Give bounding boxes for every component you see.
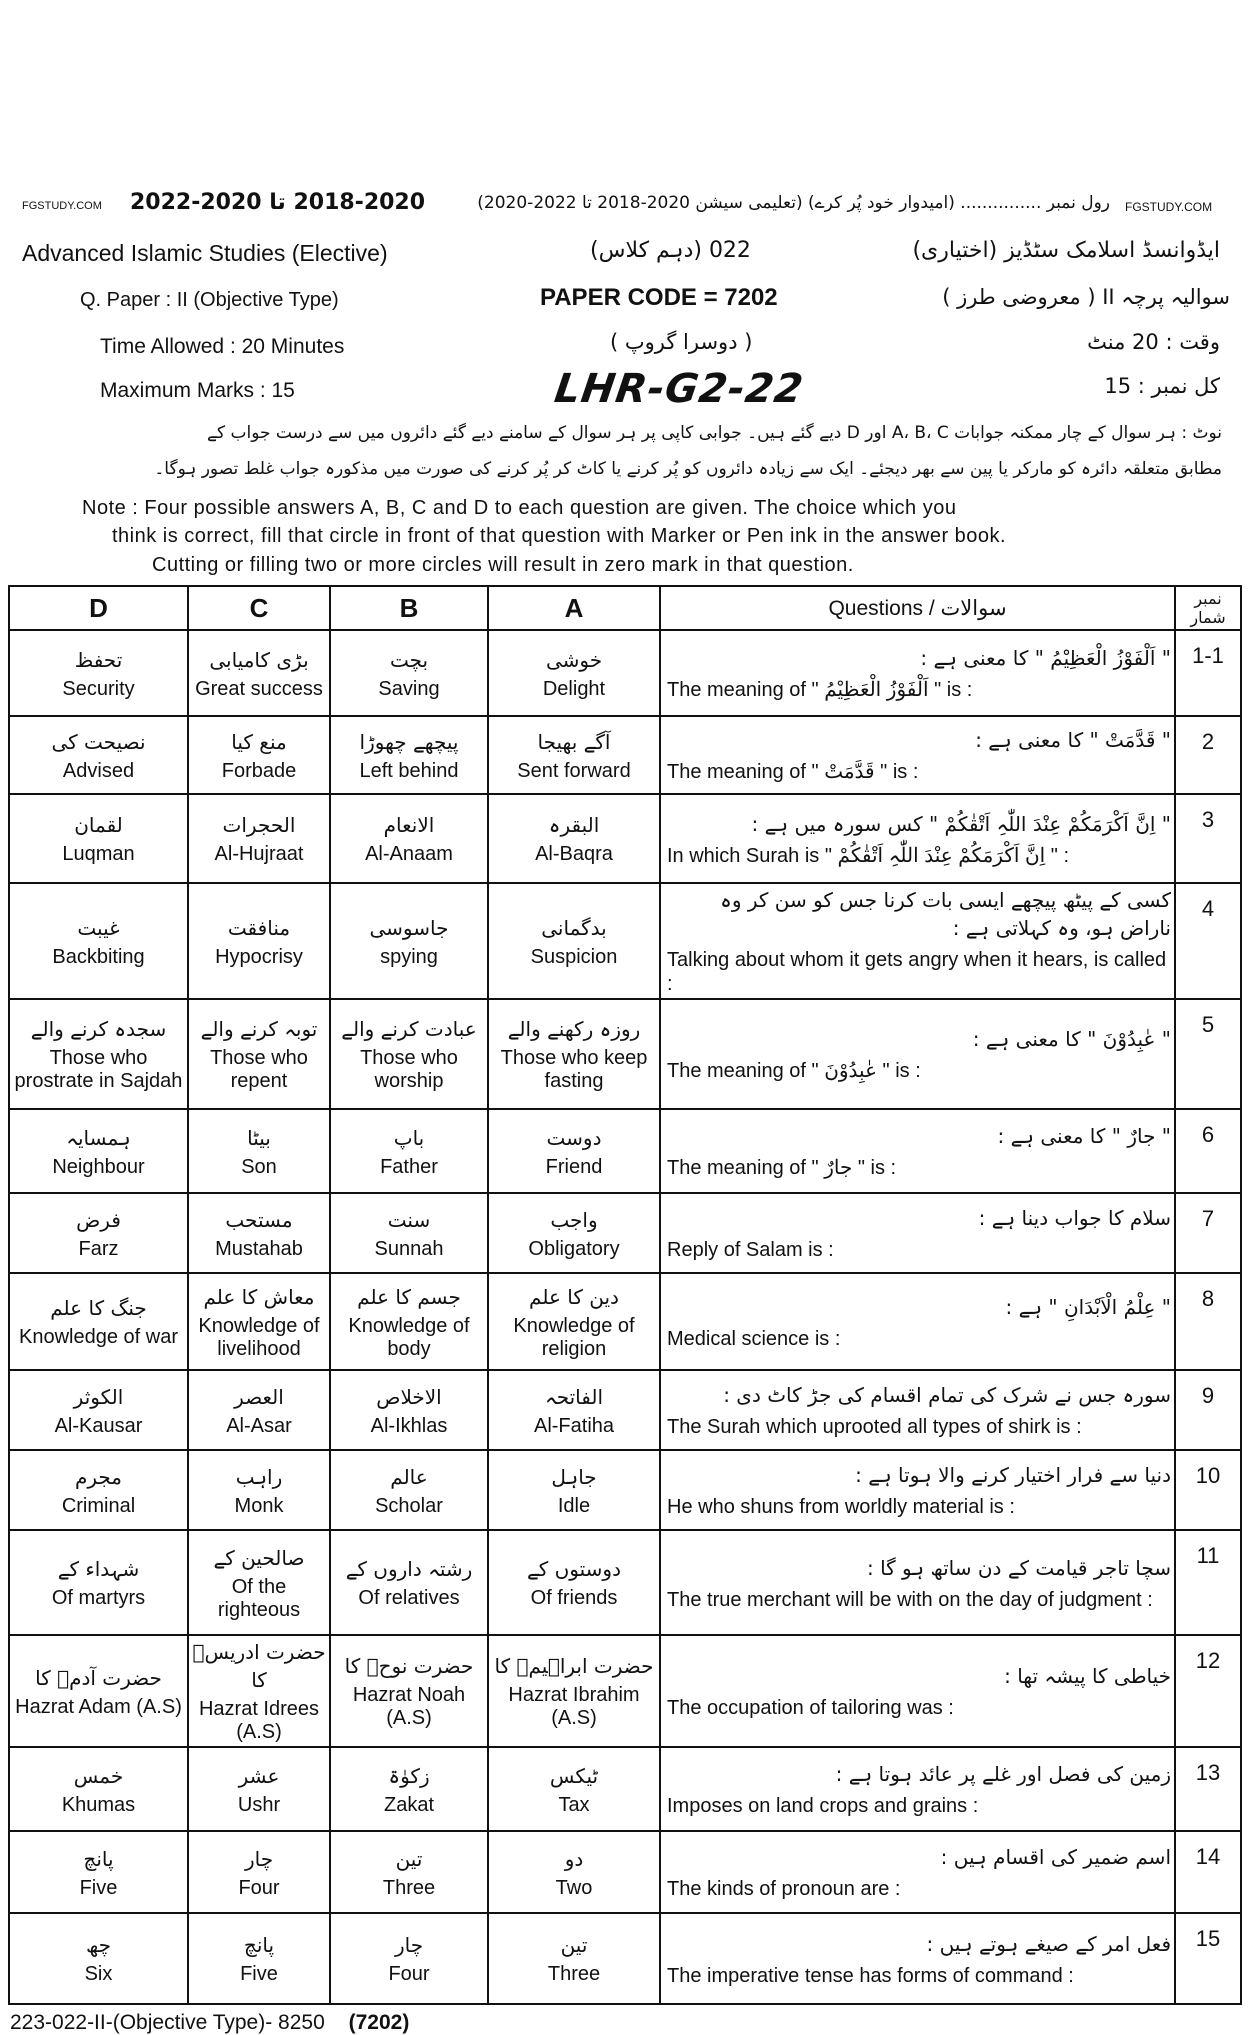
footer-paper-info: 223-022-II-(Objective Type)- 8250 xyxy=(10,2011,325,2034)
option-d xyxy=(9,999,188,1109)
option-b-english: Al-Anaam xyxy=(365,843,453,865)
option-c-english: Al-Asar xyxy=(226,1414,292,1437)
question-number: 14 xyxy=(1175,1831,1241,1913)
option-d-urdu: فرض xyxy=(76,1207,121,1232)
option-a-english: Those who keep fasting xyxy=(500,1047,648,1092)
question-number: 3 xyxy=(1175,794,1241,883)
option-a xyxy=(488,883,660,999)
option-c-english: Ushr xyxy=(237,1793,281,1816)
question-number: 11 xyxy=(1175,1530,1241,1635)
question-number: 12 xyxy=(1175,1635,1241,1747)
table-row xyxy=(9,1913,1241,2004)
option-b-urdu: عبادت کرنے والے xyxy=(341,1017,477,1041)
option-b-urdu: جسم کا علم xyxy=(357,1284,461,1309)
subject-title-en: Advanced Islamic Studies (Elective) xyxy=(22,240,388,266)
option-a-urdu: ٹیکس xyxy=(549,1763,599,1788)
option-c-english: Son xyxy=(241,1155,277,1178)
option-b-urdu: باپ xyxy=(393,1125,425,1150)
column-header-b: B xyxy=(330,586,488,630)
table-row xyxy=(9,630,1241,716)
option-a xyxy=(488,1273,660,1370)
question-cell xyxy=(660,1450,1175,1530)
option-a-urdu: دوست xyxy=(546,1125,602,1150)
option-b-urdu: الاخلاص xyxy=(376,1384,442,1409)
option-d xyxy=(9,630,188,716)
time-allowed-ur: وقت : 20 منٹ xyxy=(1087,330,1220,354)
option-b xyxy=(330,1450,488,1530)
option-a xyxy=(488,630,660,716)
option-c-urdu: معاش کا علم xyxy=(203,1284,315,1309)
footer-code xyxy=(10,2011,1240,2035)
question-number: 10 xyxy=(1175,1450,1241,1530)
option-d-english: Hazrat Adam (A.S) xyxy=(15,1695,182,1718)
option-d-english: Security xyxy=(62,677,135,700)
option-a-english: Hazrat Ibrahim (A.S) xyxy=(508,1684,640,1729)
question-english: Medical science is : xyxy=(667,1327,841,1350)
option-d-urdu: الکوثر xyxy=(73,1384,124,1409)
question-english: The imperative tense has forms of command : xyxy=(667,1964,1074,1987)
option-c xyxy=(188,1193,330,1273)
question-urdu: کسی کے پیٹھ پیچھے ایسی بات کرنا جس کو سن کر وہ ناراض ہو، وہ کہلاتی ہے : xyxy=(720,888,1171,940)
option-b xyxy=(330,1273,488,1370)
table-row xyxy=(9,1747,1241,1831)
handwritten-paper-id: LHR-G2-22 xyxy=(551,366,807,412)
option-b-english: Saving xyxy=(378,677,440,700)
question-number: 8 xyxy=(1175,1273,1241,1370)
option-b xyxy=(330,1109,488,1193)
option-d xyxy=(9,883,188,999)
question-cell xyxy=(660,1530,1175,1635)
option-a-english: Two xyxy=(555,1876,593,1899)
option-d-urdu: لقمان xyxy=(74,813,123,837)
column-header-number: نمبر شمار xyxy=(1175,586,1241,630)
option-a-english: Sent forward xyxy=(517,759,631,782)
option-c-urdu: توبہ کرنے والے xyxy=(200,1017,318,1041)
option-d-english: Knowledge of war xyxy=(19,1326,178,1348)
option-c xyxy=(188,1831,330,1913)
option-b-english: Sunnah xyxy=(374,1237,444,1260)
question-english: He who shuns from worldly material is : xyxy=(667,1496,1015,1518)
question-cell xyxy=(660,1109,1175,1193)
table-row xyxy=(9,1193,1241,1273)
option-b-urdu: جاسوسی xyxy=(369,915,449,940)
option-c-urdu: صالحین کے xyxy=(213,1545,305,1570)
option-b xyxy=(330,794,488,883)
option-c-urdu: پانچ xyxy=(243,1933,275,1957)
questions-section xyxy=(8,585,1240,2035)
question-english: The kinds of pronoun are : xyxy=(667,1878,901,1900)
option-c-urdu: حضرت ادریسؑ کا xyxy=(192,1640,326,1692)
option-d xyxy=(9,1747,188,1831)
option-d xyxy=(9,1635,188,1747)
option-c-urdu: بڑی کامیابی xyxy=(209,647,309,672)
option-c-english: Mustahab xyxy=(215,1237,303,1260)
option-a xyxy=(488,1109,660,1193)
column-header-a: A xyxy=(488,586,660,630)
option-d-english: Those who prostrate in Sajdah xyxy=(14,1047,183,1092)
question-number: 1-1 xyxy=(1175,630,1241,716)
option-a-urdu: واجب xyxy=(550,1207,598,1232)
option-c xyxy=(188,1530,330,1635)
option-d xyxy=(9,1193,188,1273)
maximum-marks-en: Maximum Marks : 15 xyxy=(100,379,295,402)
question-english: The true merchant will be with on the day of judgment : xyxy=(667,1588,1153,1611)
option-c xyxy=(188,716,330,794)
option-b-english: Zakat xyxy=(383,1793,435,1816)
option-d xyxy=(9,1450,188,1530)
question-urdu: سلام کا جواب دینا ہے : xyxy=(978,1206,1171,1230)
paper-code: PAPER CODE = 7202 xyxy=(540,284,778,311)
option-a-urdu: خوشی xyxy=(545,647,603,672)
question-urdu: اسم ضمیر کی اقسام ہیں : xyxy=(940,1845,1171,1869)
option-c xyxy=(188,1370,330,1450)
question-urdu: خیاطی کا پیشہ تھا : xyxy=(1004,1664,1171,1688)
option-d-english: Luqman xyxy=(62,843,135,865)
option-b xyxy=(330,630,488,716)
question-cell xyxy=(660,630,1175,716)
option-b-english: Left behind xyxy=(359,759,459,782)
paper-type-en: Q. Paper : II (Objective Type) xyxy=(80,289,339,311)
option-b xyxy=(330,883,488,999)
option-b-urdu: الانعام xyxy=(383,813,435,837)
option-c xyxy=(188,794,330,883)
option-a-urdu: دوستوں کے xyxy=(527,1557,621,1581)
option-a-english: Delight xyxy=(542,677,606,700)
option-a-english: Obligatory xyxy=(528,1237,620,1260)
option-a-english: Friend xyxy=(545,1155,603,1178)
option-a-urdu: بدگمانی xyxy=(541,915,607,940)
note-urdu-line-1: نوٹ : ہر سوال کے چار ممکنہ جوابات A، B، C اور D دیے گئے ہیں۔ جوابی کاپی پر ہر سوال کے سامنے دیے گئے دائروں میں سے درست جواب کے xyxy=(207,423,1222,443)
option-c xyxy=(188,1273,330,1370)
question-urdu: " قَدَّمَتْ " کا معنی ہے : xyxy=(975,728,1171,752)
session-years: 2018-2020 تا 2020-2022 xyxy=(130,190,426,215)
option-d-urdu: غیبت xyxy=(77,915,120,940)
option-a-urdu: الفاتحہ xyxy=(544,1384,604,1409)
option-b xyxy=(330,1747,488,1831)
table-row xyxy=(9,1370,1241,1450)
option-c xyxy=(188,1913,330,2004)
question-urdu: " اِنَّ اَکْرَمَکُمْ عِنْدَ اللّٰہِ اَتْقٰکُمْ " کس سورہ میں ہے : xyxy=(751,811,1171,836)
option-b xyxy=(330,999,488,1109)
option-c-english: Those who repent xyxy=(210,1047,308,1092)
option-b-english: Father xyxy=(380,1155,438,1178)
option-a xyxy=(488,1635,660,1747)
option-a xyxy=(488,1747,660,1831)
option-a xyxy=(488,1450,660,1530)
option-c xyxy=(188,883,330,999)
option-b-english: Of relatives xyxy=(358,1587,460,1609)
option-b xyxy=(330,1193,488,1273)
option-a-urdu: جاہل xyxy=(551,1464,597,1489)
option-c-urdu: چار xyxy=(244,1846,274,1871)
table-row xyxy=(9,794,1241,883)
option-c-urdu: بیٹا xyxy=(247,1125,271,1150)
option-b xyxy=(330,1530,488,1635)
option-c xyxy=(188,999,330,1109)
question-urdu: " جارٌ " کا معنی ہے : xyxy=(997,1124,1171,1148)
option-c xyxy=(188,630,330,716)
option-a-english: Suspicion xyxy=(530,945,618,968)
option-d-english: Of martyrs xyxy=(51,1587,146,1609)
note-urdu-line-2: مطابق متعلقہ دائرہ کو مارکر یا پین سے بھر دیجئے۔ ایک سے زیادہ دائروں کو پُر کرنے یا کاٹ کر پُر کرنے کی صورت میں مذکورہ جواب غلط تصور ہوگا۔ xyxy=(154,459,1222,479)
option-d-english: Khumas xyxy=(61,1793,136,1816)
question-cell xyxy=(660,1635,1175,1747)
option-a-urdu: روزہ رکھنے والے xyxy=(507,1017,641,1041)
option-d-urdu: شہداء کے xyxy=(57,1557,140,1581)
question-number: 5 xyxy=(1175,999,1241,1109)
table-row xyxy=(9,1530,1241,1635)
table-row xyxy=(9,1635,1241,1747)
question-number: 7 xyxy=(1175,1193,1241,1273)
option-c-urdu: عشر xyxy=(238,1763,280,1788)
option-b-english: Four xyxy=(388,1963,430,1985)
option-c xyxy=(188,1747,330,1831)
option-b xyxy=(330,1635,488,1747)
option-c-urdu: راہب xyxy=(235,1464,283,1489)
option-d-urdu: ہمسایہ xyxy=(66,1125,131,1150)
option-d-english: Criminal xyxy=(61,1494,136,1517)
option-a-english: Of friends xyxy=(530,1587,618,1609)
time-allowed-en: Time Allowed : 20 Minutes xyxy=(100,335,345,358)
table-row xyxy=(9,883,1241,999)
option-d-english: Al-Kausar xyxy=(54,1414,143,1437)
subject-title-ur: ایڈوانسڈ اسلامک سٹڈیز (اختیاری) xyxy=(912,238,1220,263)
table-row xyxy=(9,1831,1241,1913)
footer-paper-code: (7202) xyxy=(348,2011,410,2034)
option-d-urdu: پانچ xyxy=(83,1846,114,1871)
paper-type-ur: سوالیہ پرچہ II ( معروضی طرز ) xyxy=(942,285,1230,309)
option-d-urdu: نصیحت کی xyxy=(51,729,146,754)
option-d-urdu: سجدہ کرنے والے xyxy=(30,1017,167,1041)
group-label: ( دوسرا گروپ ) xyxy=(610,330,753,354)
option-a xyxy=(488,1913,660,2004)
question-number: 6 xyxy=(1175,1109,1241,1193)
maximum-marks-ur: کل نمبر : 15 xyxy=(1104,374,1220,398)
table-row xyxy=(9,1450,1241,1530)
table-row xyxy=(9,999,1241,1109)
roll-number-session-line: رول نمبر ............... (امیدوار خود پُر کرے) (تعلیمی سیشن 2020-2018 تا 2022-2020) xyxy=(477,193,1110,213)
question-cell xyxy=(660,883,1175,999)
question-urdu: دنیا سے فرار اختیار کرنے والا ہوتا ہے : xyxy=(855,1463,1171,1487)
watermark: FGSTUDY.COM xyxy=(22,200,102,212)
question-english: The meaning of " قَدَّمَتْ " is : xyxy=(667,761,919,783)
option-b-english: Al-Ikhlas xyxy=(370,1414,448,1437)
option-b-english: spying xyxy=(380,945,438,968)
question-number: 9 xyxy=(1175,1370,1241,1450)
option-d xyxy=(9,1913,188,2004)
question-english: The occupation of tailoring was : xyxy=(667,1697,954,1719)
table-row xyxy=(9,1109,1241,1193)
question-number: 13 xyxy=(1175,1747,1241,1831)
question-cell xyxy=(660,1913,1175,2004)
question-cell xyxy=(660,1370,1175,1450)
option-c-english: Four xyxy=(238,1876,280,1899)
option-b-english: Knowledge of body xyxy=(348,1314,470,1360)
option-d-urdu: مجرم xyxy=(74,1464,123,1489)
question-english: The Surah which uprooted all types of shirk is : xyxy=(667,1416,1082,1438)
class-code: 022 (دہم کلاس) xyxy=(590,238,751,263)
note-english-line-3: Cutting or filling two or more circles will result in zero mark in that question. xyxy=(152,554,854,576)
option-a-english: Idle xyxy=(557,1494,591,1517)
option-b-urdu: تین xyxy=(395,1846,423,1871)
option-b-urdu: پیچھے چھوڑا xyxy=(359,729,459,754)
option-d xyxy=(9,1109,188,1193)
questions-table xyxy=(8,585,1242,2005)
option-d xyxy=(9,1370,188,1450)
option-b-english: Those who worship xyxy=(360,1047,458,1092)
option-a-english: Al-Fatiha xyxy=(533,1414,615,1437)
question-english: The meaning of " عٰبِدُوْنَ " is : xyxy=(667,1060,921,1082)
option-a-english: Knowledge of religion xyxy=(513,1314,635,1360)
question-urdu: " اَلْفَوْزُ الْعَظِیْمُ " کا معنی ہے : xyxy=(920,646,1171,670)
option-c-english: Great success xyxy=(195,677,323,700)
option-a xyxy=(488,794,660,883)
option-d xyxy=(9,716,188,794)
table-row xyxy=(9,716,1241,794)
option-c-english: Forbade xyxy=(221,759,297,782)
option-d-english: Six xyxy=(84,1963,113,1985)
table-row xyxy=(9,1273,1241,1370)
question-cell xyxy=(660,1747,1175,1831)
question-urdu: زمین کی فصل اور غلے پر عائد ہوتا ہے : xyxy=(835,1762,1171,1786)
option-d-english: Farz xyxy=(78,1237,119,1260)
question-english: Reply of Salam is : xyxy=(667,1239,834,1261)
question-urdu: فعل امر کے صیغے ہوتے ہیں : xyxy=(926,1931,1171,1956)
note-english-line-2: think is correct, fill that circle in front of that question with Marker or Pen ink in the answer book. xyxy=(112,525,1007,547)
note-english-line-1: Note : Four possible answers A, B, C and D to each question are given. The choice which you xyxy=(82,497,957,519)
option-c-urdu: منع کیا xyxy=(231,729,287,754)
option-d-english: Neighbour xyxy=(52,1155,145,1178)
option-c xyxy=(188,1109,330,1193)
column-header-d: D xyxy=(9,586,188,630)
question-urdu: سورہ جس نے شرک کی تمام اقسام کی جڑ کاٹ دی : xyxy=(723,1383,1171,1407)
option-d xyxy=(9,1831,188,1913)
option-a-urdu: آگے بھیجا xyxy=(537,729,611,754)
question-cell xyxy=(660,1193,1175,1273)
question-english: Talking about whom it gets angry when it hears, is called : xyxy=(667,949,1167,995)
option-b-urdu: چار xyxy=(394,1933,424,1957)
option-c-english: Monk xyxy=(234,1494,284,1517)
option-a xyxy=(488,999,660,1109)
option-b-urdu: رشتہ داروں کے xyxy=(345,1557,473,1581)
option-a-urdu: البقرہ xyxy=(548,813,600,837)
option-c-urdu: الحجرات xyxy=(222,813,296,837)
watermark: FGSTUDY.COM xyxy=(1125,200,1213,214)
option-a-english: Three xyxy=(547,1963,601,1985)
option-b-urdu: حضرت نوحؑ کا xyxy=(344,1654,474,1678)
option-b-urdu: سنت xyxy=(387,1207,431,1232)
question-english: Imposes on land crops and grains : xyxy=(667,1795,979,1817)
option-a-urdu: دین کا علم xyxy=(529,1284,619,1309)
option-c-urdu: مستحب xyxy=(225,1207,293,1232)
option-a xyxy=(488,716,660,794)
option-b-english: Scholar xyxy=(375,1494,443,1517)
option-b-english: Three xyxy=(382,1876,436,1899)
option-b xyxy=(330,716,488,794)
option-c xyxy=(188,1635,330,1747)
question-number: 4 xyxy=(1175,883,1241,999)
option-a xyxy=(488,1193,660,1273)
option-a xyxy=(488,1530,660,1635)
question-english: The meaning of " اَلْفَوْزُ الْعَظِیْمُ " is : xyxy=(667,679,973,701)
question-cell xyxy=(660,794,1175,883)
option-a xyxy=(488,1831,660,1913)
option-d-urdu: چھ xyxy=(86,1933,111,1957)
option-c-english: Five xyxy=(240,1963,278,1985)
option-a-english: Al-Baqra xyxy=(535,843,613,865)
question-cell xyxy=(660,999,1175,1109)
option-d-english: Backbiting xyxy=(52,945,145,968)
question-cell xyxy=(660,1831,1175,1913)
question-english: In which Surah is " اِنَّ اَکْرَمَکُمْ عِنْدَ اللّٰہِ اَتْقٰکُمْ " : xyxy=(667,844,1070,867)
option-a-urdu: دو xyxy=(564,1846,584,1871)
column-header-c: C xyxy=(188,586,330,630)
option-b-urdu: بچت xyxy=(389,647,429,672)
option-a-english: Tax xyxy=(558,1793,590,1816)
option-b-urdu: عالم xyxy=(390,1464,428,1489)
option-d xyxy=(9,1530,188,1635)
question-cell xyxy=(660,716,1175,794)
option-d-urdu: تحفظ xyxy=(74,647,123,672)
question-number: 15 xyxy=(1175,1913,1241,2004)
question-number: 2 xyxy=(1175,716,1241,794)
question-english: The meaning of " جارٌ " is : xyxy=(667,1157,897,1179)
option-a-urdu: تین xyxy=(560,1933,588,1957)
option-c-english: Knowledge of livelihood xyxy=(198,1314,320,1360)
option-a-urdu: حضرت ابراہیمؑ کا xyxy=(494,1654,654,1678)
option-d-urdu: خمس xyxy=(73,1763,124,1788)
option-b xyxy=(330,1913,488,2004)
option-b-english: Hazrat Noah (A.S) xyxy=(352,1684,466,1729)
option-c-english: Hypocrisy xyxy=(215,945,303,968)
option-d xyxy=(9,1273,188,1370)
question-urdu: " عٰبِدُوْنَ " کا معنی ہے : xyxy=(972,1027,1171,1051)
option-d-english: Advised xyxy=(62,759,135,782)
option-c xyxy=(188,1450,330,1530)
option-a xyxy=(488,1370,660,1450)
question-urdu: " عِلْمُ الْاَبْدَانِ " ہے : xyxy=(1005,1294,1171,1319)
column-header-questions: Questions / سوالات xyxy=(660,586,1175,630)
option-c-english: Hazrat Idrees (A.S) xyxy=(198,1698,320,1743)
option-c-urdu: العصر xyxy=(234,1384,284,1409)
option-b xyxy=(330,1831,488,1913)
option-d-english: Five xyxy=(79,1876,118,1899)
question-urdu: سچا تاجر قیامت کے دن ساتھ ہو گا : xyxy=(866,1555,1171,1580)
option-d-urdu: جنگ کا علم xyxy=(50,1296,147,1320)
option-c-urdu: منافقت xyxy=(227,915,291,940)
option-c-english: Al-Hujraat xyxy=(214,843,304,865)
option-c-english: Of the righteous xyxy=(217,1575,301,1621)
option-d-urdu: حضرت آدمؑ کا xyxy=(35,1665,162,1690)
option-b-urdu: زکوٰۃ xyxy=(388,1763,430,1788)
option-b xyxy=(330,1370,488,1450)
question-cell xyxy=(660,1273,1175,1370)
option-d xyxy=(9,794,188,883)
